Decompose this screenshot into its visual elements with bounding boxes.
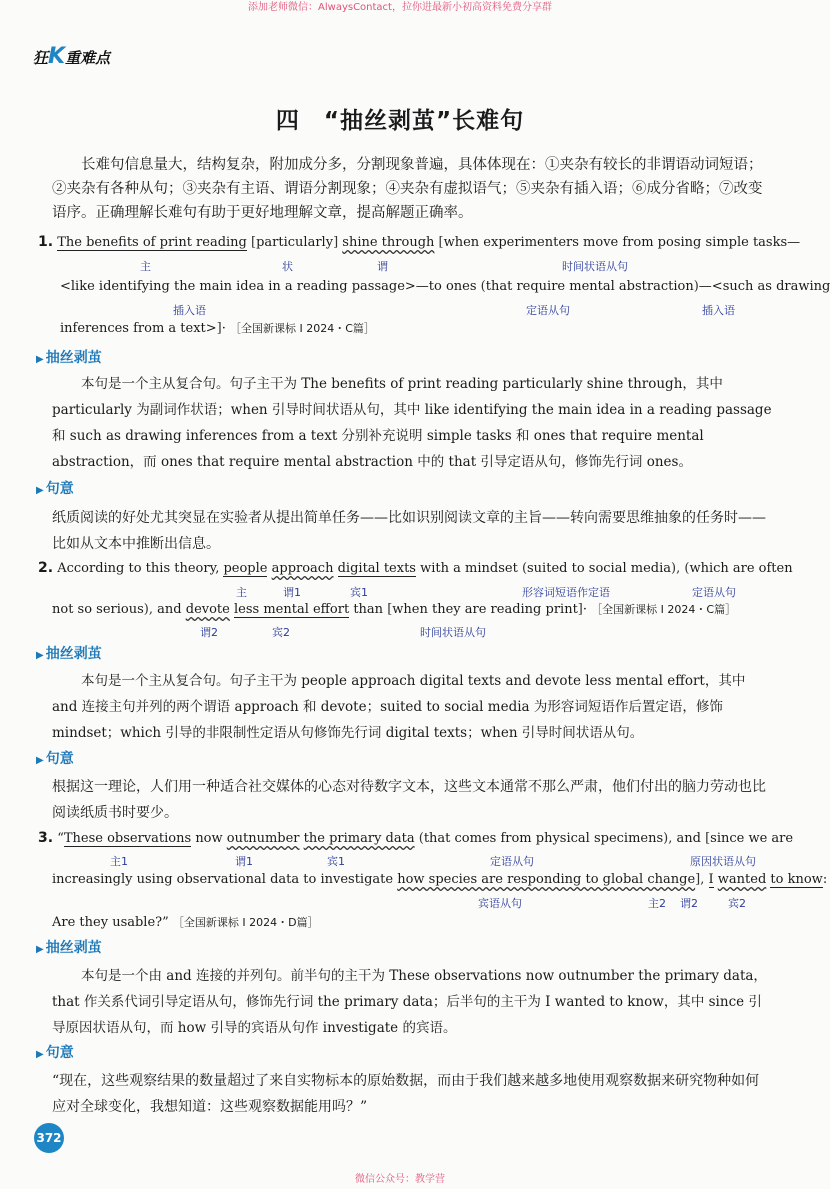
heading-label: 抽丝剥茧 (45, 350, 102, 366)
ann-object2: 宾2 (272, 626, 290, 639)
bracket: ] (216, 321, 222, 336)
item1-line3 (60, 320, 375, 336)
bracket: ) (693, 279, 699, 294)
ann-attr-clause: 定语从句 (526, 304, 570, 317)
item1-subject: The benefits of print reading (57, 235, 247, 250)
triangle-icon: ▶ (36, 1049, 44, 1060)
item2-source: ［全国新课标 Ⅰ 2024・C篇］ (591, 603, 737, 616)
item1-when-clause: when experimenters move from posing simple tasks— (443, 235, 801, 250)
ann-object-clause: 宾语从句 (478, 897, 522, 910)
item3-subject2: I (708, 872, 714, 887)
item3-meaning-text: “现在，这些观察结果的数量超过了来自实物标本的原始数据，而由于我们越来越多地使用观察数据来研究物种如何应对全球变化，我想知道：这些观察数据能用吗？” (52, 1073, 760, 1115)
item2-when-clause: when they are reading print (392, 602, 578, 617)
top-watermark-note: 添加老师微信：AlwaysContact，拉你进最新小初高资料免费分享群 (248, 2, 552, 13)
triangle-icon: ▶ (36, 755, 44, 766)
item3-since-clause: since we are (710, 831, 794, 846)
item1-adverbial: particularly (256, 235, 334, 250)
item3-analysis-heading (36, 937, 102, 957)
bracket: ] (333, 235, 339, 250)
heading-label: 句意 (45, 1045, 74, 1061)
item3-source: ［全国新课标 Ⅰ 2024・D篇］ (172, 916, 319, 929)
item2-object2: less mental effort (234, 602, 350, 617)
item3-predicate1: outnumber (226, 831, 300, 846)
ann-insert1: 插入语 (173, 304, 206, 317)
item3-meaning-heading (36, 1042, 74, 1062)
item2-analysis-text: 本句是一个主从复合句。句子主干为 people approach digital texts and devote less mental effort，其中 and 连接主句并列的两个谓语 approach 和 devote；suited to social media 为形容词短语作后置定语，修饰 mindset；which 引导的非限制性定语从句修饰先行词 digital texts；when 引导时间状语从句。 (52, 673, 746, 741)
triangle-icon: ▶ (36, 485, 44, 496)
ann-attr-clause: 定语从句 (692, 586, 736, 599)
word-than: than (353, 602, 384, 617)
logo-prefix: 狂 (33, 49, 49, 67)
item3-line1 (38, 830, 793, 846)
item1-line2 (60, 279, 830, 294)
item2-line1 (38, 560, 793, 576)
ann-reason-clause: 原因状语从句 (690, 855, 756, 868)
bracket: ( (480, 279, 486, 294)
ann-object1: 宾1 (350, 586, 368, 599)
item1-analysis-text: 本句是一个主从复合句。句子主干为 The benefits of print reading particularly shine through，其中 particularly 为副词作状语；when 引导时间状语从句，其中 like identifying the main idea in a reading passage 和 such as drawing inferences from a text 分别补充说明 simple tasks 和 ones that require mental abstraction，而 ones that require mental abstraction 中的 that 引导定语从句，修饰先行词 ones。 (52, 376, 772, 470)
triangle-icon: ▶ (36, 650, 44, 661)
item2-adj-phrase: suited to social media (527, 561, 671, 576)
bracket: ( (684, 561, 690, 576)
item3-subject1: These observations (63, 831, 192, 846)
period-dot: · (582, 602, 588, 617)
ann-predicate2: 谓2 (200, 626, 218, 639)
item2-predicate1: approach (271, 561, 334, 576)
conj-and: and (676, 831, 701, 846)
item1-insert2-end: inferences from a text> (60, 321, 217, 336)
item3-since-clause-end: increasingly using observational data to investigate (52, 872, 394, 887)
ann-object2: 宾2 (728, 897, 746, 910)
item1-meaning-text: 纸质阅读的好处尤其突显在实验者从提出简单任务——比如识别阅读文章的主旨——转向需要思维抽象的任务时——比如从文本中推断出信息。 (52, 510, 766, 552)
item3-question: Are they usable?” (52, 915, 169, 930)
logo-k: K (48, 44, 66, 69)
bracket: ( (521, 561, 528, 576)
item3-object1: the primary data (303, 831, 415, 846)
item3-object-clause: how species are responding to global change (397, 872, 696, 887)
word-now: now (195, 831, 223, 846)
item1-attr-clause: that require mental abstraction (485, 279, 694, 294)
section-title: 四 “抽丝剥茧”长难句 (275, 108, 525, 134)
item2-line2 (52, 601, 736, 617)
ann-subject: 主 (140, 260, 151, 273)
ann-object1: 宾1 (327, 855, 345, 868)
bracket: [ (251, 235, 257, 250)
item1-number: 1. (38, 234, 54, 250)
ann-adverbial: 状 (282, 260, 293, 273)
item2-meaning-heading (36, 748, 74, 768)
item2-with-mindset: with a mindset (420, 561, 518, 576)
bracket: ] (577, 602, 583, 617)
ann-subject: 主 (236, 586, 247, 599)
ann-adj-phrase: 形容词短语作定语 (522, 586, 610, 599)
ann-insert2: 插入语 (702, 304, 735, 317)
page-number: 372 (34, 1123, 64, 1153)
heading-label: 句意 (45, 481, 74, 497)
item1-insert2-start: —<such as drawing (698, 279, 830, 294)
colon: : (822, 872, 828, 887)
bracket: [ (705, 831, 711, 846)
item1-analysis-heading (36, 347, 102, 367)
footer-note: 微信公众号：教学营 (355, 1174, 445, 1185)
item2-object1: digital texts (337, 561, 416, 576)
triangle-icon: ▶ (36, 354, 44, 365)
ann-time-clause: 时间状语从句 (420, 626, 486, 639)
item3-predicate2: wanted (717, 872, 767, 887)
heading-label: 句意 (45, 751, 74, 767)
item2-predicate2: devote (185, 602, 230, 617)
triangle-icon: ▶ (36, 944, 44, 955)
bracket: ), (663, 831, 673, 846)
item2-subject: people (223, 561, 268, 576)
item2-analysis-heading (36, 643, 102, 663)
ann-predicate1: 谓1 (283, 586, 301, 599)
bracket: ), (671, 561, 681, 576)
ann-predicate2: 谓2 (680, 897, 698, 910)
ann-attr-clause: 定语从句 (490, 855, 534, 868)
conj-and: and (157, 602, 182, 617)
item2-which-clause-end: not so serious (52, 602, 144, 617)
ann-predicate: 谓 (377, 260, 388, 273)
open-quote: “ (57, 831, 64, 846)
item3-number: 3. (38, 830, 54, 846)
ann-subject2: 主2 (648, 897, 666, 910)
heading-label: 抽丝剥茧 (45, 646, 102, 662)
heading-label: 抽丝剥茧 (45, 940, 102, 956)
period-dot: · (221, 321, 226, 336)
item2-meaning-text: 根据这一理论，人们用一种适合社交媒体的心态对待数字文本，这些文本通常不那么严肃，他们付出的脑力劳动也比阅读纸质书时要少。 (52, 779, 766, 821)
item2-intro: According to this theory, (57, 561, 220, 576)
bracket: [ (387, 602, 393, 617)
logo-suffix: 重难点 (65, 49, 111, 67)
item3-object2: to know (770, 872, 823, 887)
series-logo (33, 44, 110, 69)
bracket: [ (438, 235, 444, 250)
item2-number: 2. (38, 560, 54, 576)
item3-attr-clause: that comes from physical specimens (423, 831, 664, 846)
bracket: ], (695, 872, 705, 887)
item3-line2 (52, 872, 827, 887)
ann-time-clause: 时间状语从句 (562, 260, 628, 273)
bracket: ), (143, 602, 154, 617)
item3-analysis-text: 本句是一个由 and 连接的并列句。前半句的主干为 These observations now outnumber the primary data，that 作关系代词引导定语从句，修饰先行词 the primary data；后半句的主干为 I wanted to know，其中 since 引导原因状语从句，而 how 引导的宾语从句作 investigate 的宾语。 (52, 968, 767, 1036)
item3-line3 (52, 914, 319, 930)
intro-paragraph: 长难句信息量大，结构复杂，附加成分多，分割现象普遍，具体体现在：①夹杂有较长的非谓语动词短语；②夹杂有各种从句；③夹杂有主语、谓语分割现象；④夹杂有虚拟语气；⑤夹杂有插入语；⑥成分省略；⑦改变语序。正确理解长难句有助于更好地理解文章，提高解题正确率。 (52, 157, 763, 221)
ann-predicate1: 谓1 (235, 855, 253, 868)
ann-subject1: 主1 (110, 855, 128, 868)
item1-meaning-heading (36, 478, 74, 498)
bracket: ( (418, 831, 424, 846)
item2-which-clause: which are often (689, 561, 793, 576)
item1-predicate: shine through (342, 235, 435, 250)
item1-source: ［全国新课标 Ⅰ 2024・C篇］ (230, 322, 375, 335)
item1-to-ones: —to ones (415, 279, 477, 294)
item1-line1 (38, 234, 800, 250)
item1-insert1: <like identifying the main idea in a reading passage> (60, 279, 416, 294)
